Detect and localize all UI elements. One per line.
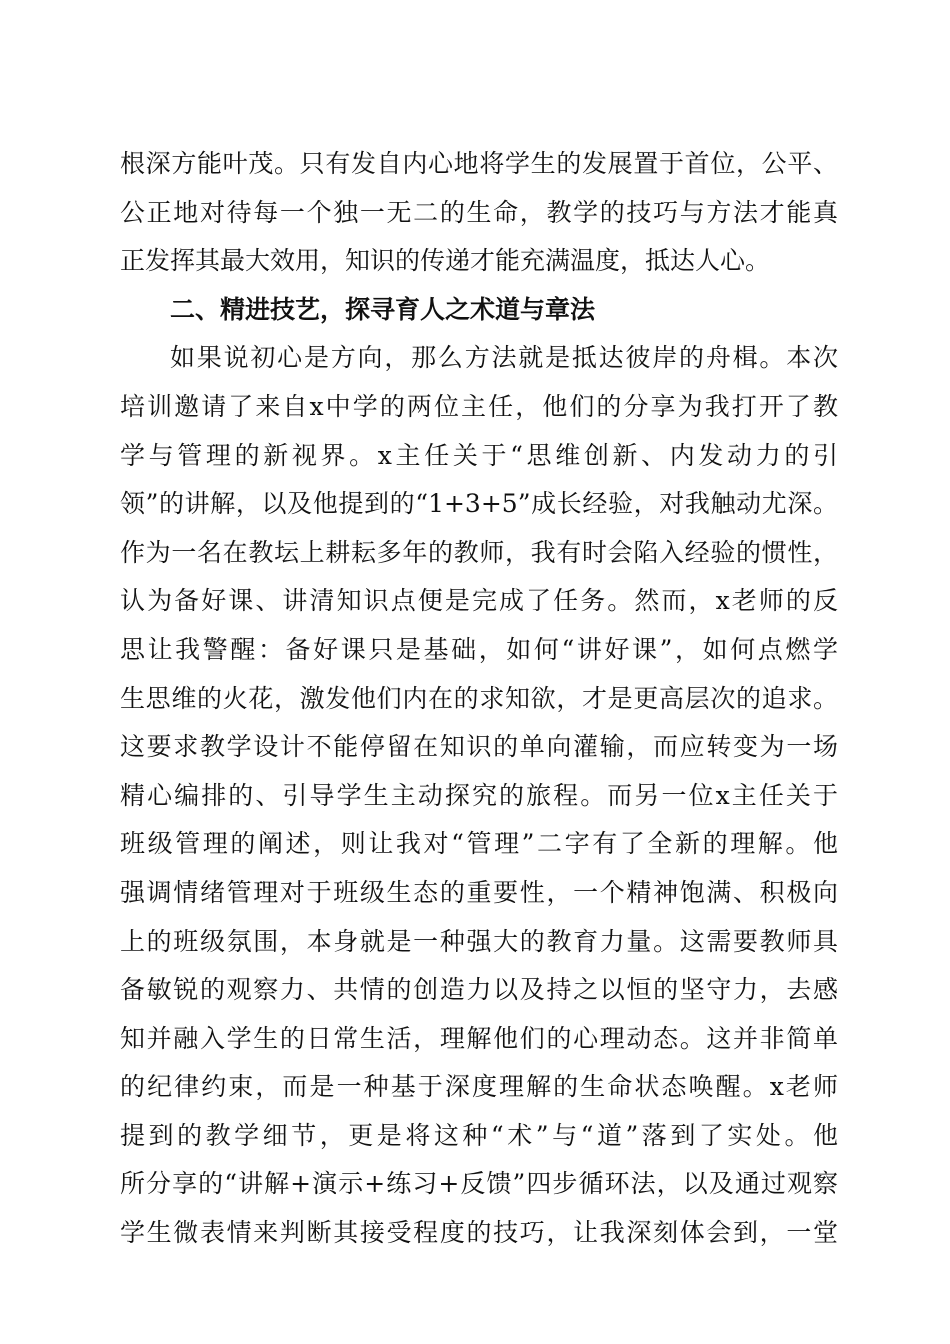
section-heading: 二、精进技艺，探寻育人之术道与章法 [170,294,596,324]
paragraph-2-line: 班级管理的阐述，则让我对“管理”二字有了全新的理解。他 [120,829,838,859]
paragraph-2-line: 作为一名在教坛上耕耘多年的教师，我有时会陷入经验的惯性， [120,537,838,567]
paragraph-2-line: 知并融入学生的日常生活，理解他们的心理动态。这并非简单 [120,1023,838,1053]
document-body [120,140,838,1258]
paragraph-1-line: 根深方能叶茂。只有发自内心地将学生的发展置于首位，公平、 [120,149,838,178]
paragraph-2-line: 强调情绪管理对于班级生态的重要性，一个精神饱满、积极向 [120,877,838,907]
paragraph-2-line: 领”的讲解，以及他提到的“1+3+5”成长经验，对我触动尤深。 [120,489,838,519]
paragraph-2-line: 的纪律约束，而是一种基于深度理解的生命状态唤醒。x老师 [120,1072,838,1102]
paragraph-1-line: 正发挥其最大效用，知识的传递才能充满温度，抵达人心。 [120,246,771,276]
paragraph-2-line: 精心编排的、引导学生主动探究的旅程。而另一位x主任关于 [120,780,838,810]
paragraph-2-line: 思让我警醒：备好课只是基础，如何“讲好课”，如何点燃学 [120,634,838,664]
paragraph-2-line: 备敏锐的观察力、共情的创造力以及持之以恒的坚守力，去感 [120,975,838,1005]
paragraph-2-line: 培训邀请了来自x中学的两位主任，他们的分享为我打开了教 [120,391,838,421]
paragraph-2-line: 学生微表情来判断其接受程度的技巧，让我深刻体会到，一堂 [120,1218,838,1248]
paragraph-2-line: 所分享的“讲解+演示+练习+反馈”四步循环法，以及通过观察 [120,1169,838,1199]
paragraph-2-line: 这要求教学设计不能停留在知识的单向灌输，而应转变为一场 [120,732,838,762]
paragraph-2-line: 学与管理的新视界。x主任关于“思维创新、内发动力的引 [120,440,838,470]
paragraph-1 [120,140,838,286]
paragraph-2-line: 上的班级氛围，本身就是一种强大的教育力量。这需要教师具 [120,926,838,956]
paragraph-1-line: 公正地对待每一个独一无二的生命，教学的技巧与方法才能真 [120,197,838,227]
paragraph-2 [120,334,838,1257]
paragraph-2-line: 提到的教学细节，更是将这种“术”与“道”落到了实处。他 [120,1120,838,1150]
paragraph-2-line: 如果说初心是方向，那么方法就是抵达彼岸的舟楫。本次 [170,343,838,373]
paragraph-2-line: 认为备好课、讲清知识点便是完成了任务。然而，x老师的反 [120,586,838,616]
paragraph-2-line: 生思维的火花，激发他们内在的求知欲，才是更高层次的追求。 [120,683,838,713]
